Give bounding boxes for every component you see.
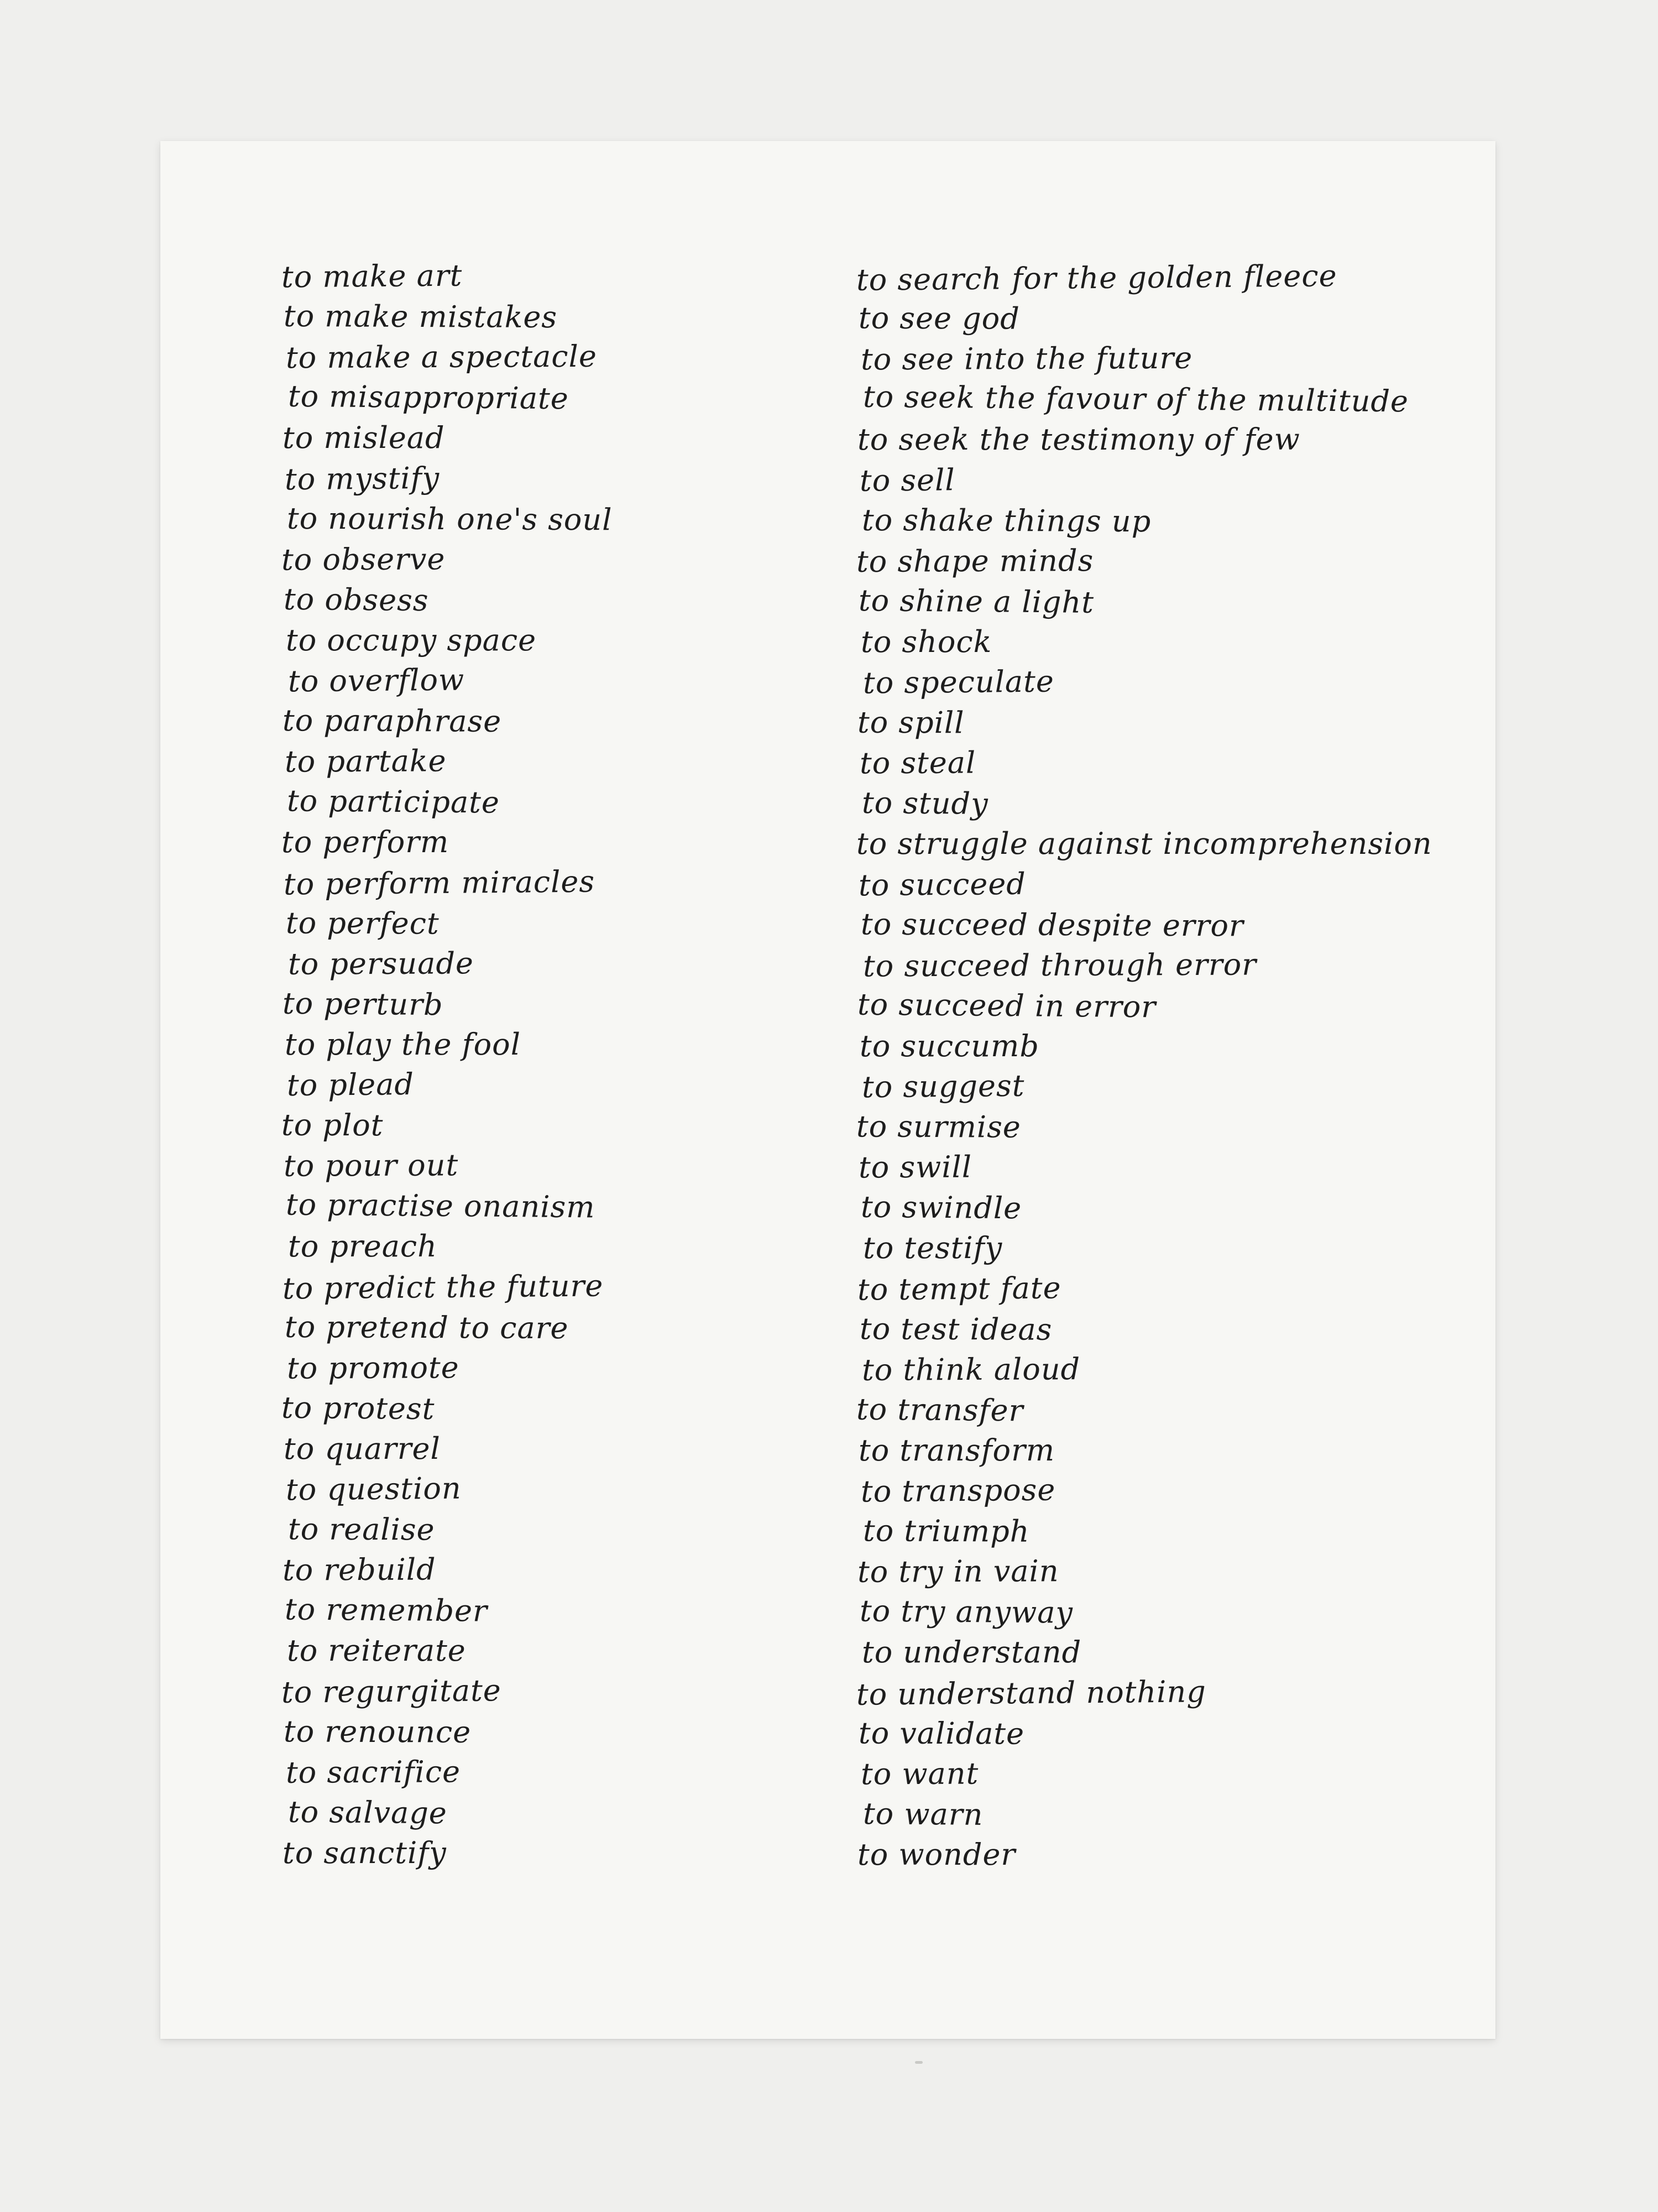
right-list-item: to succeed despite error — [860, 906, 1244, 943]
right-list-item: to validate — [858, 1715, 1025, 1751]
left-list-item: to mystify — [284, 460, 440, 497]
right-list-item: to try anyway — [859, 1593, 1074, 1630]
left-list-item: to rebuild — [282, 1552, 436, 1588]
left-list-item: to play the fool — [285, 1026, 521, 1062]
right-list-item: to succeed through error — [862, 947, 1257, 984]
right-list-item: to suggest — [861, 1068, 1025, 1105]
right-list-item: to seek the testimony of few — [857, 422, 1300, 457]
left-list-item: to persuade — [287, 945, 474, 982]
left-list-item: to pour out — [283, 1147, 459, 1183]
paper-speck — [915, 2061, 923, 2064]
left-list-item: to plead — [286, 1066, 415, 1103]
left-list-item: to regurgitate — [281, 1672, 501, 1710]
right-list-item: to understand nothing — [856, 1673, 1207, 1712]
left-list-item: to perform miracles — [283, 864, 595, 901]
right-list-item: to want — [860, 1756, 979, 1792]
right-list-item: to think aloud — [861, 1351, 1081, 1387]
left-list-item: to question — [285, 1470, 462, 1507]
right-list-item: to testify — [863, 1230, 1003, 1266]
left-list-item: to partake — [284, 743, 447, 779]
right-list-item: to shake things up — [861, 502, 1152, 539]
right-list-item: to seek the favour of the multitude — [862, 379, 1409, 419]
right-list-item: to see into the future — [860, 340, 1193, 377]
right-list-item: to tempt fate — [857, 1270, 1061, 1307]
right-list-item: to spill — [857, 705, 965, 740]
right-list-item: to study — [861, 785, 988, 822]
right-list-item: to succumb — [860, 1028, 1039, 1063]
right-list-item: to see god — [858, 300, 1020, 336]
right-list-item: to wonder — [857, 1837, 1016, 1872]
left-list-item: to make mistakes — [283, 299, 558, 335]
left-list-item: to salvage — [287, 1794, 448, 1831]
left-list-item: to overflow — [287, 662, 465, 699]
left-list-item: to reiterate — [287, 1633, 466, 1668]
right-list-item: to transform — [859, 1432, 1055, 1468]
left-list-item: to pretend to care — [284, 1309, 569, 1345]
left-list-item: to plot — [281, 1107, 384, 1143]
right-list-item: to sell — [859, 462, 955, 498]
right-list-item: to understand — [862, 1635, 1082, 1670]
left-list-item: to perturb — [282, 985, 443, 1022]
left-list-item: to paraphrase — [282, 703, 502, 739]
right-list-item: to struggle against incomprehension — [856, 826, 1432, 862]
right-list-item: to warn — [862, 1796, 984, 1832]
right-list-item: to transfer — [856, 1391, 1024, 1428]
right-list-item: to swill — [858, 1149, 972, 1185]
left-list-item: to participate — [286, 783, 500, 820]
right-list-item: to speculate — [862, 664, 1055, 701]
right-list-item: to swindle — [860, 1190, 1022, 1226]
left-list-item: to quarrel — [284, 1431, 441, 1466]
right-list-item: to transpose — [860, 1472, 1056, 1509]
left-list-item: to practise onanism — [285, 1187, 595, 1225]
left-list-item: to realise — [287, 1511, 435, 1547]
right-list-item: to succeed — [858, 866, 1027, 902]
left-list-item: to mislead — [283, 420, 445, 456]
right-list-item: to steal — [859, 745, 976, 781]
left-list-item: to renounce — [283, 1713, 472, 1750]
left-list-item: to promote — [286, 1350, 459, 1386]
right-list-item: to triumph — [862, 1513, 1030, 1549]
left-list-item: to sacrifice — [285, 1754, 461, 1790]
left-list-item: to misappropriate — [287, 379, 569, 416]
left-list-item: to obsess — [283, 581, 429, 618]
right-list-item: to succeed in error — [857, 987, 1157, 1025]
left-list-item: to remember — [284, 1592, 488, 1629]
left-list-item: to nourish one's soul — [286, 500, 613, 537]
left-list-item: to preach — [288, 1229, 437, 1264]
right-list-item: to shine a light — [858, 582, 1095, 620]
left-list-item: to perform — [281, 825, 449, 860]
left-list-item: to make art — [281, 258, 463, 295]
right-list-item: to try in vain — [857, 1553, 1059, 1589]
left-list-item: to sanctify — [283, 1835, 447, 1870]
right-list-item: to shape minds — [856, 542, 1094, 579]
right-list-item: to test ideas — [859, 1311, 1053, 1347]
left-list-item: to occupy space — [286, 622, 537, 658]
right-list-item: to search for the golden fleece — [856, 258, 1337, 298]
left-list-item: to perfect — [285, 905, 440, 941]
left-list-item: to make a spectacle — [285, 338, 597, 375]
left-list-item: to observe — [281, 541, 446, 577]
right-list-item: to surmise — [856, 1109, 1021, 1145]
left-list-item: to predict the future — [282, 1267, 604, 1306]
paper-sheet — [160, 141, 1495, 2039]
left-list-item: to protest — [281, 1390, 435, 1427]
right-list-item: to shock — [861, 624, 992, 659]
